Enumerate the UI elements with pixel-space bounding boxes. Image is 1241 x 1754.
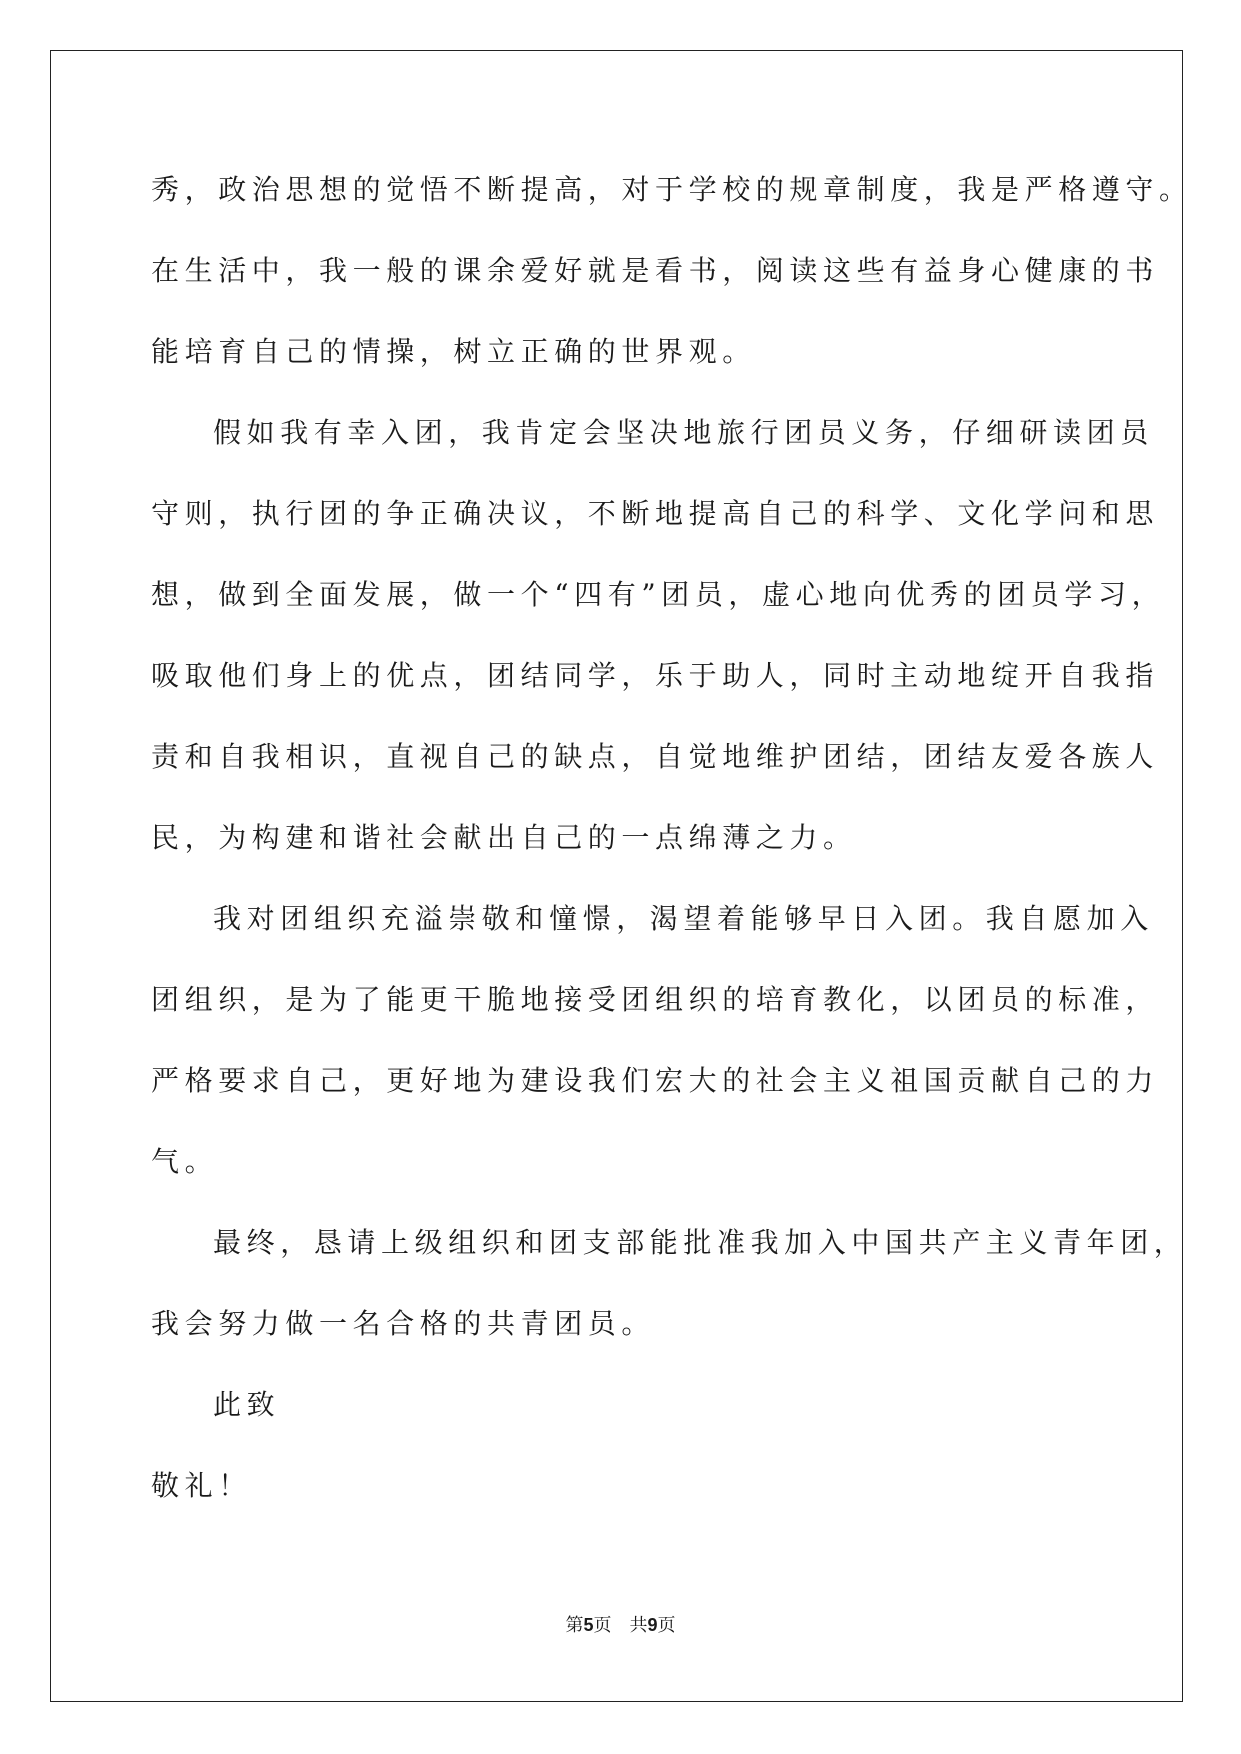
footer-total-prefix: 共 <box>629 1615 648 1636</box>
page-footer <box>0 1613 1241 1638</box>
body-line-7: 吸取他们身上的优点，团结同学，乐于助人，同时主动地绽开自我指 <box>151 659 1160 692</box>
body-line-2: 在生活中，我一般的课余爱好就是看书，阅读这些有益身心健康的书 <box>151 254 1160 287</box>
current-page-number: 5 <box>583 1615 594 1635</box>
body-line-11: 团组织，是为了能更干脆地接受团组织的培育教化，以团员的标准， <box>151 983 1160 1016</box>
closing-regards: 敬礼！ <box>151 1469 252 1502</box>
body-line-12: 严格要求自己，更好地为建设我们宏大的社会主义祖国贡献自己的力 <box>151 1064 1160 1097</box>
body-line-3: 能培育自己的情操，树立正确的世界观。 <box>151 335 756 368</box>
footer-prefix: 第 <box>565 1615 584 1636</box>
body-line-6: 想，做到全面发展，做一个“四有”团员，虚心地向优秀的团员学习， <box>151 578 1166 611</box>
footer-total-suffix: 页 <box>657 1615 676 1636</box>
total-page-count: 9 <box>647 1615 658 1635</box>
body-line-10: 我对团组织充溢崇敬和憧憬，渴望着能够早日入团。我自愿加入 <box>213 902 1154 935</box>
body-line-9: 民，为构建和谐社会献出自己的一点绵薄之力。 <box>151 821 857 854</box>
closing-salutation: 此致 <box>213 1388 281 1421</box>
body-line-14: 最终，恳请上级组织和团支部能批准我加入中国共产主义青年团， <box>213 1226 1188 1259</box>
body-line-1: 秀，政治思想的觉悟不断提高，对于学校的规章制度，我是严格遵守。 <box>151 173 1193 206</box>
footer-page-suffix: 页 <box>593 1615 612 1636</box>
body-line-13: 气。 <box>151 1145 219 1178</box>
body-line-5: 守则，执行团的争正确决议，不断地提高自己的科学、文化学问和思 <box>151 497 1160 530</box>
body-line-8: 责和自我相识，直视自己的缺点，自觉地维护团结，团结友爱各族人 <box>151 740 1160 773</box>
body-line-4: 假如我有幸入团，我肯定会坚决地旅行团员义务，仔细研读团员 <box>213 416 1154 449</box>
body-line-15: 我会努力做一名合格的共青团员。 <box>151 1307 656 1340</box>
page-border <box>50 50 1183 1702</box>
